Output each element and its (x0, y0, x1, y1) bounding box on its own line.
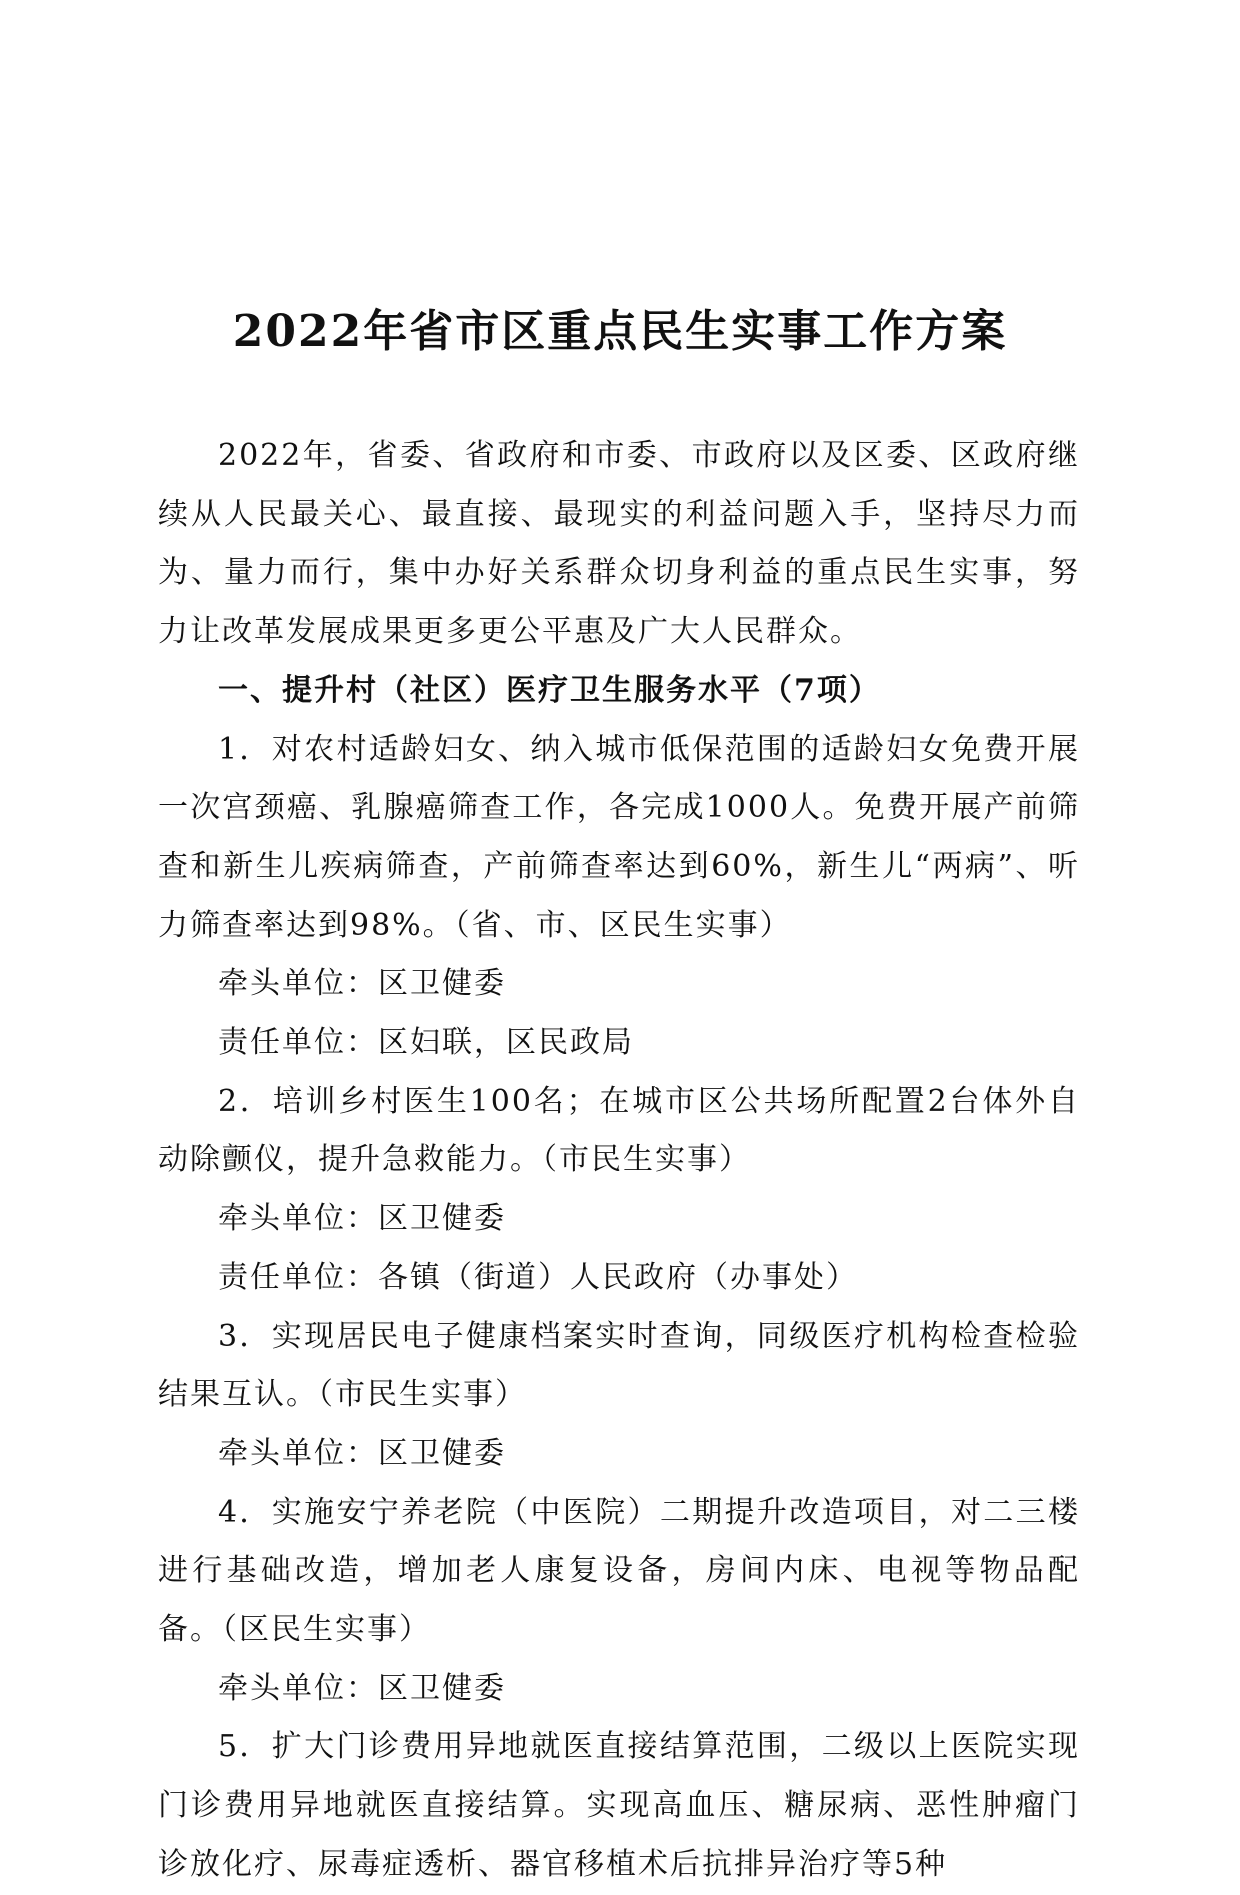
item-4-lead-unit: 牵头单位：区卫健委 (218, 1670, 506, 1706)
document-body (158, 427, 1080, 1895)
section-heading: 一、提升村（社区）医疗卫生服务水平（7项） (218, 672, 881, 708)
item-5-text: 5．扩大门诊费用异地就医直接结算范围，二级以上医院实现门诊费用异地就医直接结算。实现高血压、糖尿病、恶性肿瘤门诊放化疗、尿毒症透析、器官移植术后抗排异治疗等5种 (158, 1729, 1080, 1882)
item-1-responsible-units: 责任单位：区妇联，区民政局 (218, 1025, 634, 1061)
item-2-responsible-units: 责任单位：各镇（街道）人民政府（办事处） (218, 1259, 858, 1295)
item-1-lead-unit: 牵头单位：区卫健委 (218, 966, 506, 1002)
document-title: 2022年省市区重点民生实事工作方案 (232, 306, 1008, 357)
item-4-text: 4．实施安宁养老院（中医院）二期提升改造项目，对二三楼进行基础改造，增加老人康复设备，房间内床、电视等物品配备。（区民生实事） (158, 1494, 1080, 1648)
item-1-text: 1．对农村适龄妇女、纳入城市低保范围的适龄妇女免费开展一次宫颈癌、乳腺癌筛查工作，各完成1000人。免费开展产前筛查和新生儿疾病筛查，产前筛查率达到60%，新生儿“两病”、听力筛查率达到98%。（省、市、区民生实事） (158, 731, 1080, 943)
item-2-text: 2．培训乡村医生100名；在城市区公共场所配置2台体外自动除颤仪，提升急救能力。（市民生实事） (158, 1083, 1080, 1178)
intro-paragraph: 2022年，省委、省政府和市委、市政府以及区委、区政府继续从人民最关心、最直接、最现实的利益问题入手，坚持尽力而为、量力而行，集中办好关系群众切身利益的重点民生实事，努力让改革发展成果更多更公平惠及广大人民群众。 (158, 438, 1080, 650)
item-2-lead-unit: 牵头单位：区卫健委 (218, 1201, 506, 1237)
item-3-text: 3．实现居民电子健康档案实时查询，同级医疗机构检查检验结果互认。（市民生实事） (158, 1318, 1080, 1413)
item-3-lead-unit: 牵头单位：区卫健委 (218, 1435, 506, 1471)
